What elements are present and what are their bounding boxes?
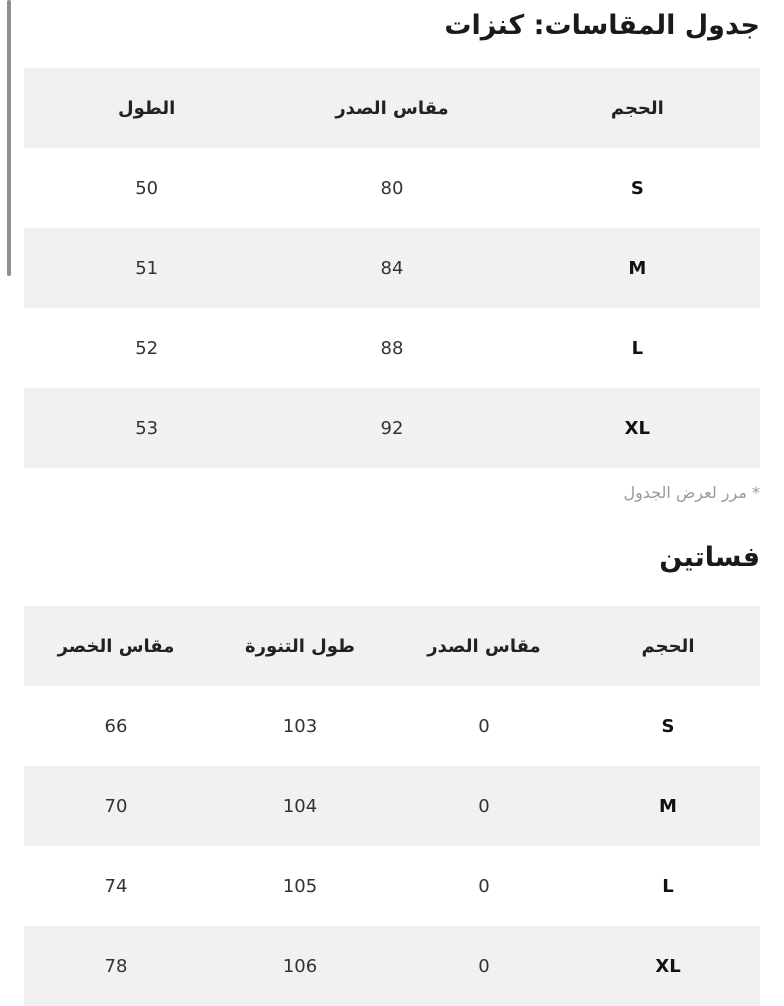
cell-size: L — [631, 337, 644, 359]
dresses-size-table[interactable] — [24, 606, 760, 1006]
cell-chest: 80 — [380, 177, 404, 199]
page-scrollbar[interactable] — [7, 0, 11, 276]
size-guide-page — [24, 0, 760, 1006]
cell-length: 50 — [135, 177, 159, 199]
cell-chest: 0 — [478, 955, 490, 977]
header-chest: مقاس الصدر — [427, 635, 541, 657]
table-header-row — [24, 606, 760, 686]
header-skirt-length: طول التنورة — [244, 635, 356, 657]
cell-length: 51 — [135, 257, 159, 279]
cell-size: M — [659, 795, 677, 817]
table-row — [24, 388, 760, 468]
table-row — [24, 148, 760, 228]
header-chest: مقاس الصدر — [335, 97, 449, 119]
cell-skirt-length: 105 — [282, 875, 318, 897]
header-waist: مقاس الخصر — [57, 635, 175, 657]
sweaters-section-title: جدول المقاسات: كنزات — [444, 10, 760, 41]
cell-size: M — [628, 257, 647, 279]
cell-chest: 0 — [478, 715, 490, 737]
header-length: الطول — [117, 97, 176, 119]
cell-skirt-length: 106 — [282, 955, 318, 977]
table-row — [24, 228, 760, 308]
sweaters-size-table[interactable] — [24, 68, 760, 468]
cell-chest: 84 — [380, 257, 404, 279]
scroll-hint-note: * مرر لعرض الجدول — [623, 483, 760, 502]
cell-size: S — [630, 177, 644, 199]
table-row — [24, 766, 760, 846]
cell-skirt-length: 103 — [282, 715, 318, 737]
table-row — [24, 926, 760, 1006]
cell-skirt-length: 104 — [282, 795, 318, 817]
cell-waist: 74 — [104, 875, 128, 897]
cell-length: 53 — [135, 417, 159, 439]
cell-chest: 0 — [478, 795, 490, 817]
cell-chest: 0 — [478, 875, 490, 897]
cell-size: XL — [624, 417, 651, 439]
table-header-row — [24, 68, 760, 148]
cell-waist: 66 — [104, 715, 128, 737]
cell-chest: 92 — [380, 417, 404, 439]
dresses-section-title: فساتين — [659, 542, 760, 573]
cell-length: 52 — [135, 337, 159, 359]
cell-size: S — [661, 715, 675, 737]
header-size: الحجم — [610, 97, 664, 119]
cell-chest: 88 — [380, 337, 404, 359]
cell-size: XL — [655, 955, 681, 977]
table-row — [24, 846, 760, 926]
cell-size: L — [662, 875, 674, 897]
cell-waist: 70 — [104, 795, 128, 817]
table-row — [24, 686, 760, 766]
table-row — [24, 308, 760, 388]
header-size: الحجم — [641, 635, 695, 657]
cell-waist: 78 — [104, 955, 128, 977]
